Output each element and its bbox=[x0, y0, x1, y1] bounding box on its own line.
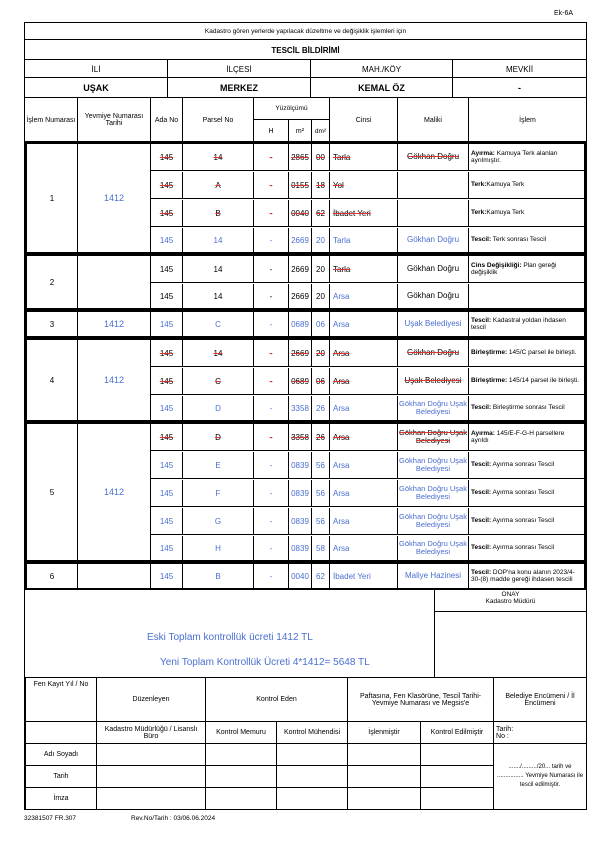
h-cell: - bbox=[254, 564, 289, 588]
adi-soyadi-memur[interactable] bbox=[206, 744, 277, 766]
h-cell: - bbox=[254, 256, 289, 283]
maliki-cell: Gökhan Doğru bbox=[398, 228, 469, 252]
ada-cell: 145 bbox=[151, 172, 183, 199]
dm2-cell: 58 bbox=[312, 536, 330, 560]
cinsi-cell: Tarla bbox=[330, 256, 398, 283]
operation-group bbox=[25, 142, 586, 254]
maliki-cell: Gökhan Doğru Uşak Belediyesi bbox=[398, 424, 469, 451]
ada-cell: 145 bbox=[151, 480, 183, 507]
operation-group bbox=[25, 422, 586, 562]
subtitle-row bbox=[25, 23, 586, 40]
islem-description: Ayırma sonrası Tescil bbox=[491, 517, 555, 525]
islem-cell bbox=[469, 172, 584, 199]
dm2-cell: 26 bbox=[312, 424, 330, 451]
header-cinsi: Cinsi bbox=[330, 98, 398, 142]
parsel-cell: D bbox=[183, 424, 254, 451]
islem-description: Kadastral yoldan ihdasen tescil bbox=[471, 316, 566, 331]
imza-islenmistir[interactable] bbox=[348, 788, 421, 810]
header-parsel: Parsel No bbox=[183, 98, 254, 142]
m2-cell: 3358 bbox=[289, 424, 312, 451]
islem-type: Ayırma: bbox=[471, 429, 495, 437]
cinsi-cell: Arsa bbox=[330, 508, 398, 535]
parsel-cell: B bbox=[183, 564, 254, 588]
maliki-cell: Gökhan Doğru Uşak Belediyesi bbox=[398, 396, 469, 420]
m2-cell: 0839 bbox=[289, 452, 312, 479]
operation-number: 1 bbox=[27, 144, 78, 252]
islem-type: Cins Değişikliği: bbox=[471, 261, 522, 269]
islem-cell bbox=[469, 480, 584, 507]
islem-type: Tescil: bbox=[471, 517, 492, 525]
onay-title: ONAY bbox=[501, 591, 520, 598]
dm2-cell: 06 bbox=[312, 312, 330, 336]
m2-cell: 0040 bbox=[289, 200, 312, 227]
il-header: İLİ bbox=[25, 60, 168, 78]
ada-cell: 145 bbox=[151, 508, 183, 535]
fen-kayit-label: Fen Kayıt Yıl / No bbox=[26, 678, 97, 722]
maliki-cell: Gökhan Doğru bbox=[398, 144, 469, 171]
ada-cell: 145 bbox=[151, 340, 183, 367]
h-cell: - bbox=[254, 284, 289, 308]
dm2-cell: 62 bbox=[312, 200, 330, 227]
h-cell: - bbox=[254, 396, 289, 420]
islem-description: Ayırma sonrası Tescil bbox=[491, 489, 555, 497]
islem-type: Tescil: bbox=[471, 489, 492, 497]
h-cell: - bbox=[254, 228, 289, 252]
form-frame bbox=[24, 22, 587, 810]
dm2-cell: 18 bbox=[312, 172, 330, 199]
parsel-cell: 14 bbox=[183, 340, 254, 367]
yevmiye-number: 1412 bbox=[78, 144, 151, 252]
islem-description: Birleştirme sonrası Tescil bbox=[491, 404, 565, 412]
header-islem-no: İşlem Numarası bbox=[25, 98, 78, 142]
islem-type: Terk: bbox=[471, 181, 487, 189]
belediye-label: Belediye Encümeni / İl Encümeni bbox=[494, 678, 587, 722]
location-value-row bbox=[25, 78, 586, 98]
footer-table bbox=[25, 677, 587, 810]
parsel-cell: 14 bbox=[183, 256, 254, 283]
dm2-cell: 20 bbox=[312, 284, 330, 308]
islem-type: Birleştirme: bbox=[471, 377, 508, 385]
maliki-cell bbox=[398, 172, 469, 199]
parsel-cell: A bbox=[183, 172, 254, 199]
yevmiye-number bbox=[78, 564, 151, 588]
eski-toplam-note: Eski Toplam kontrollük ücreti 1412 TL bbox=[147, 632, 313, 643]
revision: Rev.No/Tarih : 03/06.06.2024 bbox=[131, 815, 216, 822]
ada-cell: 145 bbox=[151, 256, 183, 283]
onay-divider bbox=[434, 612, 435, 677]
islem-type: Tescil: bbox=[471, 316, 492, 324]
parsel-cell: F bbox=[183, 480, 254, 507]
m2-cell: 0040 bbox=[289, 564, 312, 588]
ada-cell: 145 bbox=[151, 144, 183, 171]
islem-cell bbox=[469, 508, 584, 535]
m2-cell: 2865 bbox=[289, 144, 312, 171]
islem-description: Kamuya Terk bbox=[486, 181, 525, 189]
ada-cell: 145 bbox=[151, 424, 183, 451]
ada-cell: 145 bbox=[151, 396, 183, 420]
m2-cell: 2669 bbox=[289, 256, 312, 283]
form-number: 32381507 FR.307 bbox=[24, 815, 77, 822]
islem-cell bbox=[469, 144, 584, 171]
m2-cell: 2669 bbox=[289, 340, 312, 367]
h-cell: - bbox=[254, 452, 289, 479]
cinsi-cell: Arsa bbox=[330, 368, 398, 395]
dm2-cell: 26 bbox=[312, 396, 330, 420]
maliki-cell: Uşak Belediyesi bbox=[398, 312, 469, 336]
form-code: Ek-6A bbox=[553, 10, 573, 17]
ilce-value: MERKEZ bbox=[168, 78, 311, 98]
cinsi-cell: Arsa bbox=[330, 452, 398, 479]
islem-cell bbox=[469, 564, 584, 588]
parsel-cell: B bbox=[183, 200, 254, 227]
islem-type: Terk: bbox=[471, 209, 487, 217]
h-cell: - bbox=[254, 144, 289, 171]
mevki-header: MEVKİİ bbox=[505, 64, 534, 74]
h-cell: - bbox=[254, 340, 289, 367]
maliki-cell: Gökhan Doğru bbox=[398, 340, 469, 367]
onay-box bbox=[434, 590, 586, 612]
dm2-cell: 56 bbox=[312, 480, 330, 507]
maliki-cell bbox=[398, 200, 469, 227]
ada-cell: 145 bbox=[151, 368, 183, 395]
kontrol-memuru-label: Kontrol Memuru bbox=[206, 722, 277, 744]
parsel-cell: H bbox=[183, 536, 254, 560]
duzenleyen-label: Düzenleyen bbox=[97, 678, 206, 722]
cinsi-cell: Arsa bbox=[330, 424, 398, 451]
islenmistir-label: İşlenmiştir bbox=[348, 722, 421, 744]
header-dm2: dm² bbox=[312, 120, 330, 142]
yevmiye-number: 1412 bbox=[78, 312, 151, 336]
header-maliki: Maliki bbox=[398, 98, 469, 142]
ada-cell: 145 bbox=[151, 284, 183, 308]
header-islem: İşlem bbox=[519, 116, 536, 124]
header-m2: m² bbox=[289, 120, 312, 142]
islem-description: Kamuya Terk bbox=[486, 209, 525, 217]
h-cell: - bbox=[254, 424, 289, 451]
islem-cell bbox=[469, 340, 584, 367]
operation-group bbox=[25, 338, 586, 422]
islem-description: Ayırma sonrası Tescil bbox=[491, 544, 555, 552]
adi-soyadi-islenmistir[interactable] bbox=[348, 744, 421, 766]
il-value: UŞAK bbox=[25, 78, 168, 98]
islem-cell bbox=[469, 424, 584, 451]
m2-cell: 0689 bbox=[289, 368, 312, 395]
cinsi-cell: Yol bbox=[330, 172, 398, 199]
location-header-row bbox=[25, 60, 586, 78]
h-cell: - bbox=[254, 200, 289, 227]
operation-number: 3 bbox=[27, 312, 78, 336]
tarih-memur[interactable] bbox=[206, 766, 277, 788]
maliki-cell: Gökhan Doğru Uşak Belediyesi bbox=[398, 480, 469, 507]
m2-cell: 2669 bbox=[289, 284, 312, 308]
imza-label: İmza bbox=[26, 788, 97, 810]
dm2-cell: 56 bbox=[312, 508, 330, 535]
operation-number: 5 bbox=[27, 424, 78, 560]
tarih-no-label: Tarih: No : bbox=[494, 722, 587, 744]
islem-description: 145/E-F-G-H parsellere ayrıldı bbox=[471, 429, 565, 444]
ada-cell: 145 bbox=[151, 200, 183, 227]
maliki-cell: Maliye Hazinesi bbox=[398, 564, 469, 588]
cinsi-cell: Tarla bbox=[330, 144, 398, 171]
mahalle-header: MAH./KÖY bbox=[311, 60, 453, 78]
cinsi-cell: Arsa bbox=[330, 340, 398, 367]
dm2-cell: 20 bbox=[312, 228, 330, 252]
kadastro-mud-label: Kadastro Müdürlüğü / Lisanslı Büro bbox=[97, 722, 206, 744]
cinsi-cell: Arsa bbox=[330, 480, 398, 507]
tescil-note: ......./........./20... tarih ve ................ Yevmiye Numarası ile tescil edilmiştir. bbox=[494, 744, 587, 810]
paftasina-label: Paftasına, Fen Klasörüne, Tescil Tarihi-Yevmiye Numarası ve Megsis'e bbox=[348, 678, 494, 722]
m2-cell: 0839 bbox=[289, 480, 312, 507]
islem-type: Birleştirme: bbox=[471, 349, 508, 357]
ilce-header: İLÇESİ bbox=[168, 60, 311, 78]
islem-cell bbox=[469, 452, 584, 479]
tarih-label: Tarih bbox=[26, 766, 97, 788]
islem-description: Plan gereği değişiklik bbox=[471, 261, 557, 276]
maliki-cell: Uşak Belediyesi bbox=[398, 368, 469, 395]
islem-type: Tescil: bbox=[471, 544, 492, 552]
adi-soyadi-kontrol[interactable] bbox=[421, 744, 494, 766]
yeni-toplam-note: Yeni Toplam Kontrollük Ücreti 4*1412= 5648 TL bbox=[160, 657, 370, 668]
dm2-cell: 62 bbox=[312, 564, 330, 588]
m2-cell: 3358 bbox=[289, 396, 312, 420]
h-cell: - bbox=[254, 536, 289, 560]
empty-cell bbox=[26, 722, 97, 744]
cinsi-cell: Tarla bbox=[330, 228, 398, 252]
islem-description: 145/C parsel ile birleşti. bbox=[507, 349, 577, 357]
cinsi-cell: Arsa bbox=[330, 312, 398, 336]
mevki-value: - bbox=[518, 83, 521, 93]
islem-type: Ayırma: bbox=[471, 149, 495, 157]
page-title: TESCİL BİLDİRİMİ bbox=[271, 45, 340, 55]
cinsi-cell: İbadet Yeri bbox=[330, 564, 398, 588]
imza-kontrol[interactable] bbox=[421, 788, 494, 810]
yevmiye-number bbox=[78, 256, 151, 308]
mahalle-value: KEMAL ÖZ bbox=[311, 78, 453, 98]
onay-subtitle: Kadastro Müdürü bbox=[485, 598, 536, 605]
maliki-cell: Gökhan Doğru Uşak Belediyesi bbox=[398, 508, 469, 535]
operation-group bbox=[25, 310, 586, 338]
parsel-cell: C bbox=[183, 368, 254, 395]
cinsi-cell: Arsa bbox=[330, 284, 398, 308]
operation-group bbox=[25, 562, 586, 590]
header-ada: Ada No bbox=[151, 98, 183, 142]
h-cell: - bbox=[254, 172, 289, 199]
operation-group bbox=[25, 254, 586, 310]
islem-cell bbox=[469, 228, 584, 252]
islem-cell bbox=[469, 396, 584, 420]
islem-description: Kamuya Terk alanları ayrılmıştır. bbox=[471, 149, 558, 164]
dm2-cell: 06 bbox=[312, 368, 330, 395]
yevmiye-number: 1412 bbox=[78, 424, 151, 560]
m2-cell: 0689 bbox=[289, 312, 312, 336]
islem-description: Ayırma sonrası Tescil bbox=[491, 461, 555, 469]
column-header-row bbox=[25, 98, 586, 142]
islem-cell bbox=[469, 256, 584, 283]
header-yevmiye: Yevmiye Numarası Tarihi bbox=[78, 98, 151, 142]
parsel-cell: E bbox=[183, 452, 254, 479]
h-cell: - bbox=[254, 508, 289, 535]
islem-description: Terk sonrası Tescil bbox=[491, 236, 547, 244]
islem-cell bbox=[469, 368, 584, 395]
parsel-cell: 14 bbox=[183, 228, 254, 252]
m2-cell: 0839 bbox=[289, 508, 312, 535]
imza-duzenleyen[interactable] bbox=[97, 788, 206, 810]
maliki-cell: Gökhan Doğru bbox=[398, 256, 469, 283]
header-yuzolcumu: Yüzölçümü bbox=[254, 98, 330, 120]
m2-cell: 0839 bbox=[289, 536, 312, 560]
islem-description: DOP'na konu alanın 2023/4-30-(8) madde gereği ihdasen tescili bbox=[471, 568, 575, 583]
ada-cell: 145 bbox=[151, 452, 183, 479]
kontrol-edilmistir-label: Kontrol Edilmiştir bbox=[421, 722, 494, 744]
subtitle: Kadastro gören yerlerde yapılacak düzeltme ve değişiklik işlemleri için bbox=[204, 28, 407, 35]
parsel-cell: D bbox=[183, 396, 254, 420]
adi-soyadi-muhendis[interactable] bbox=[277, 744, 348, 766]
h-cell: - bbox=[254, 312, 289, 336]
dm2-cell: 56 bbox=[312, 452, 330, 479]
operation-number: 4 bbox=[27, 340, 78, 420]
operation-number: 2 bbox=[27, 256, 78, 308]
islem-type: Tescil: bbox=[471, 236, 492, 244]
parsel-cell: C bbox=[183, 312, 254, 336]
islem-description: 145/14 parsel ile birleşti. bbox=[507, 377, 580, 385]
title-row bbox=[25, 40, 586, 60]
kontrol-muhendisi-label: Kontrol Mühendisi bbox=[277, 722, 348, 744]
islem-cell bbox=[469, 536, 584, 560]
tarih-kontrol[interactable] bbox=[421, 766, 494, 788]
imza-muhendis[interactable] bbox=[277, 788, 348, 810]
islem-cell bbox=[469, 284, 584, 308]
h-cell: - bbox=[254, 368, 289, 395]
kontrol-eden-label: Kontrol Eden bbox=[206, 678, 348, 722]
cinsi-cell: Arsa bbox=[330, 396, 398, 420]
maliki-cell: Gökhan Doğru Uşak Belediyesi bbox=[398, 452, 469, 479]
cinsi-cell: İbadet Yeri bbox=[330, 200, 398, 227]
islem-cell bbox=[469, 312, 584, 336]
tarih-islenmistir[interactable] bbox=[348, 766, 421, 788]
adi-soyadi-label: Adı Soyadı bbox=[26, 744, 97, 766]
operation-number: 6 bbox=[27, 564, 78, 588]
ada-cell: 145 bbox=[151, 228, 183, 252]
cinsi-cell: Arsa bbox=[330, 536, 398, 560]
dm2-cell: 20 bbox=[312, 256, 330, 283]
dm2-cell: 00 bbox=[312, 144, 330, 171]
yevmiye-number: 1412 bbox=[78, 340, 151, 420]
parsel-cell: 14 bbox=[183, 144, 254, 171]
islem-type: Tescil: bbox=[471, 404, 492, 412]
islem-cell bbox=[469, 200, 584, 227]
imza-memur[interactable] bbox=[206, 788, 277, 810]
m2-cell: 0155 bbox=[289, 172, 312, 199]
ada-cell: 145 bbox=[151, 564, 183, 588]
ada-cell: 145 bbox=[151, 312, 183, 336]
parsel-cell: 14 bbox=[183, 284, 254, 308]
operations-table bbox=[25, 142, 586, 590]
maliki-cell: Gökhan Doğru bbox=[398, 284, 469, 308]
parsel-cell: G bbox=[183, 508, 254, 535]
tarih-muhendis[interactable] bbox=[277, 766, 348, 788]
maliki-cell: Gökhan Doğru Uşak Belediyesi bbox=[398, 536, 469, 560]
dm2-cell: 20 bbox=[312, 340, 330, 367]
islem-type: Tescil: bbox=[471, 568, 492, 576]
adi-soyadi-duzenleyen[interactable] bbox=[97, 744, 206, 766]
m2-cell: 2669 bbox=[289, 228, 312, 252]
tarih-duzenleyen[interactable] bbox=[97, 766, 206, 788]
ada-cell: 145 bbox=[151, 536, 183, 560]
h-cell: - bbox=[254, 480, 289, 507]
header-h: H bbox=[254, 120, 289, 142]
islem-type: Tescil: bbox=[471, 461, 492, 469]
